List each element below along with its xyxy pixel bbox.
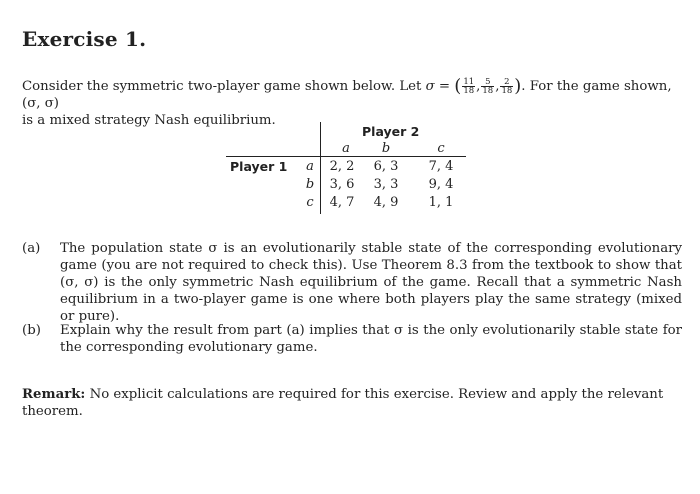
open-paren: (: [454, 75, 462, 97]
fraction-1: $\frac{11}{18}$: [463, 77, 475, 96]
part-a-text: The population state σ is an evolutionarily stable state of the corresponding evolutionary game (you are not required to check this). Use Theorem 8.3 from the textbook to show that (σ, σ) is the only symmetric Nash equilibrium of the game. Recall that a symmetric Nash equilibrium in a two-player game is one where both players play the same strategy (mixed or pure).: [60, 241, 682, 324]
payoff-cell: 3, 3: [373, 177, 399, 192]
part-b-label: (b): [22, 323, 41, 338]
row-label-c: c: [306, 195, 314, 210]
row-label-b: b: [305, 177, 315, 192]
remark: [22, 386, 682, 420]
payoff-cell: 1, 1: [428, 195, 454, 210]
part-b: [22, 322, 682, 356]
remark-text: No explicit calculations are required for this exercise. Review and apply the relevant theorem.: [22, 387, 664, 419]
table-horizontal-rule: [226, 156, 466, 157]
fraction-3: $\frac{2}{18}$: [501, 77, 513, 96]
player1-label: Player 1: [230, 159, 288, 174]
exercise-title: Exercise 1.: [22, 27, 147, 51]
col-label-a: a: [342, 141, 350, 156]
col-label-c: c: [437, 141, 445, 156]
fraction-2: $\frac{5}{18}$: [482, 77, 494, 96]
table-vertical-rule: [320, 122, 321, 214]
part-a: [22, 240, 682, 325]
payoff-cell: 7, 4: [428, 159, 454, 174]
equals-sign: =: [434, 79, 455, 94]
payoff-cell: 6, 3: [373, 159, 399, 174]
part-a-label: (a): [22, 241, 41, 256]
payoff-cell: 3, 6: [329, 177, 355, 192]
row-label-a: a: [306, 159, 314, 174]
payoff-table: [226, 122, 466, 214]
payoff-cell: 9, 4: [428, 177, 454, 192]
remark-label: Remark:: [22, 387, 86, 402]
intro-text-2: . For the game shown, (σ, σ): [22, 79, 672, 111]
intro-text-3: is a mixed strategy Nash equilibrium.: [22, 113, 276, 128]
close-paren: ): [514, 75, 522, 97]
intro-text-1: Consider the symmetric two-player game shown below. Let: [22, 79, 426, 94]
player2-label: Player 2: [362, 124, 420, 139]
payoff-cell: 4, 7: [329, 195, 355, 210]
part-b-text: Explain why the result from part (a) implies that σ is the only evolutionarily stable state for the corresponding evolutionary game.: [60, 323, 682, 355]
payoff-cell: 2, 2: [329, 159, 355, 174]
col-label-b: b: [381, 141, 391, 156]
sigma-symbol: σ: [425, 79, 435, 94]
intro-paragraph: Consider the symmetric two-player game shown below. Let σ = ( $\frac{11}{18}$ , $\frac{5}{18}$ , $\frac{2}{18}$ ). For the game shown, (σ, σ) is a mixed strategy Nash equilibrium.: [22, 75, 672, 128]
payoff-cell: 4, 9: [373, 195, 399, 210]
